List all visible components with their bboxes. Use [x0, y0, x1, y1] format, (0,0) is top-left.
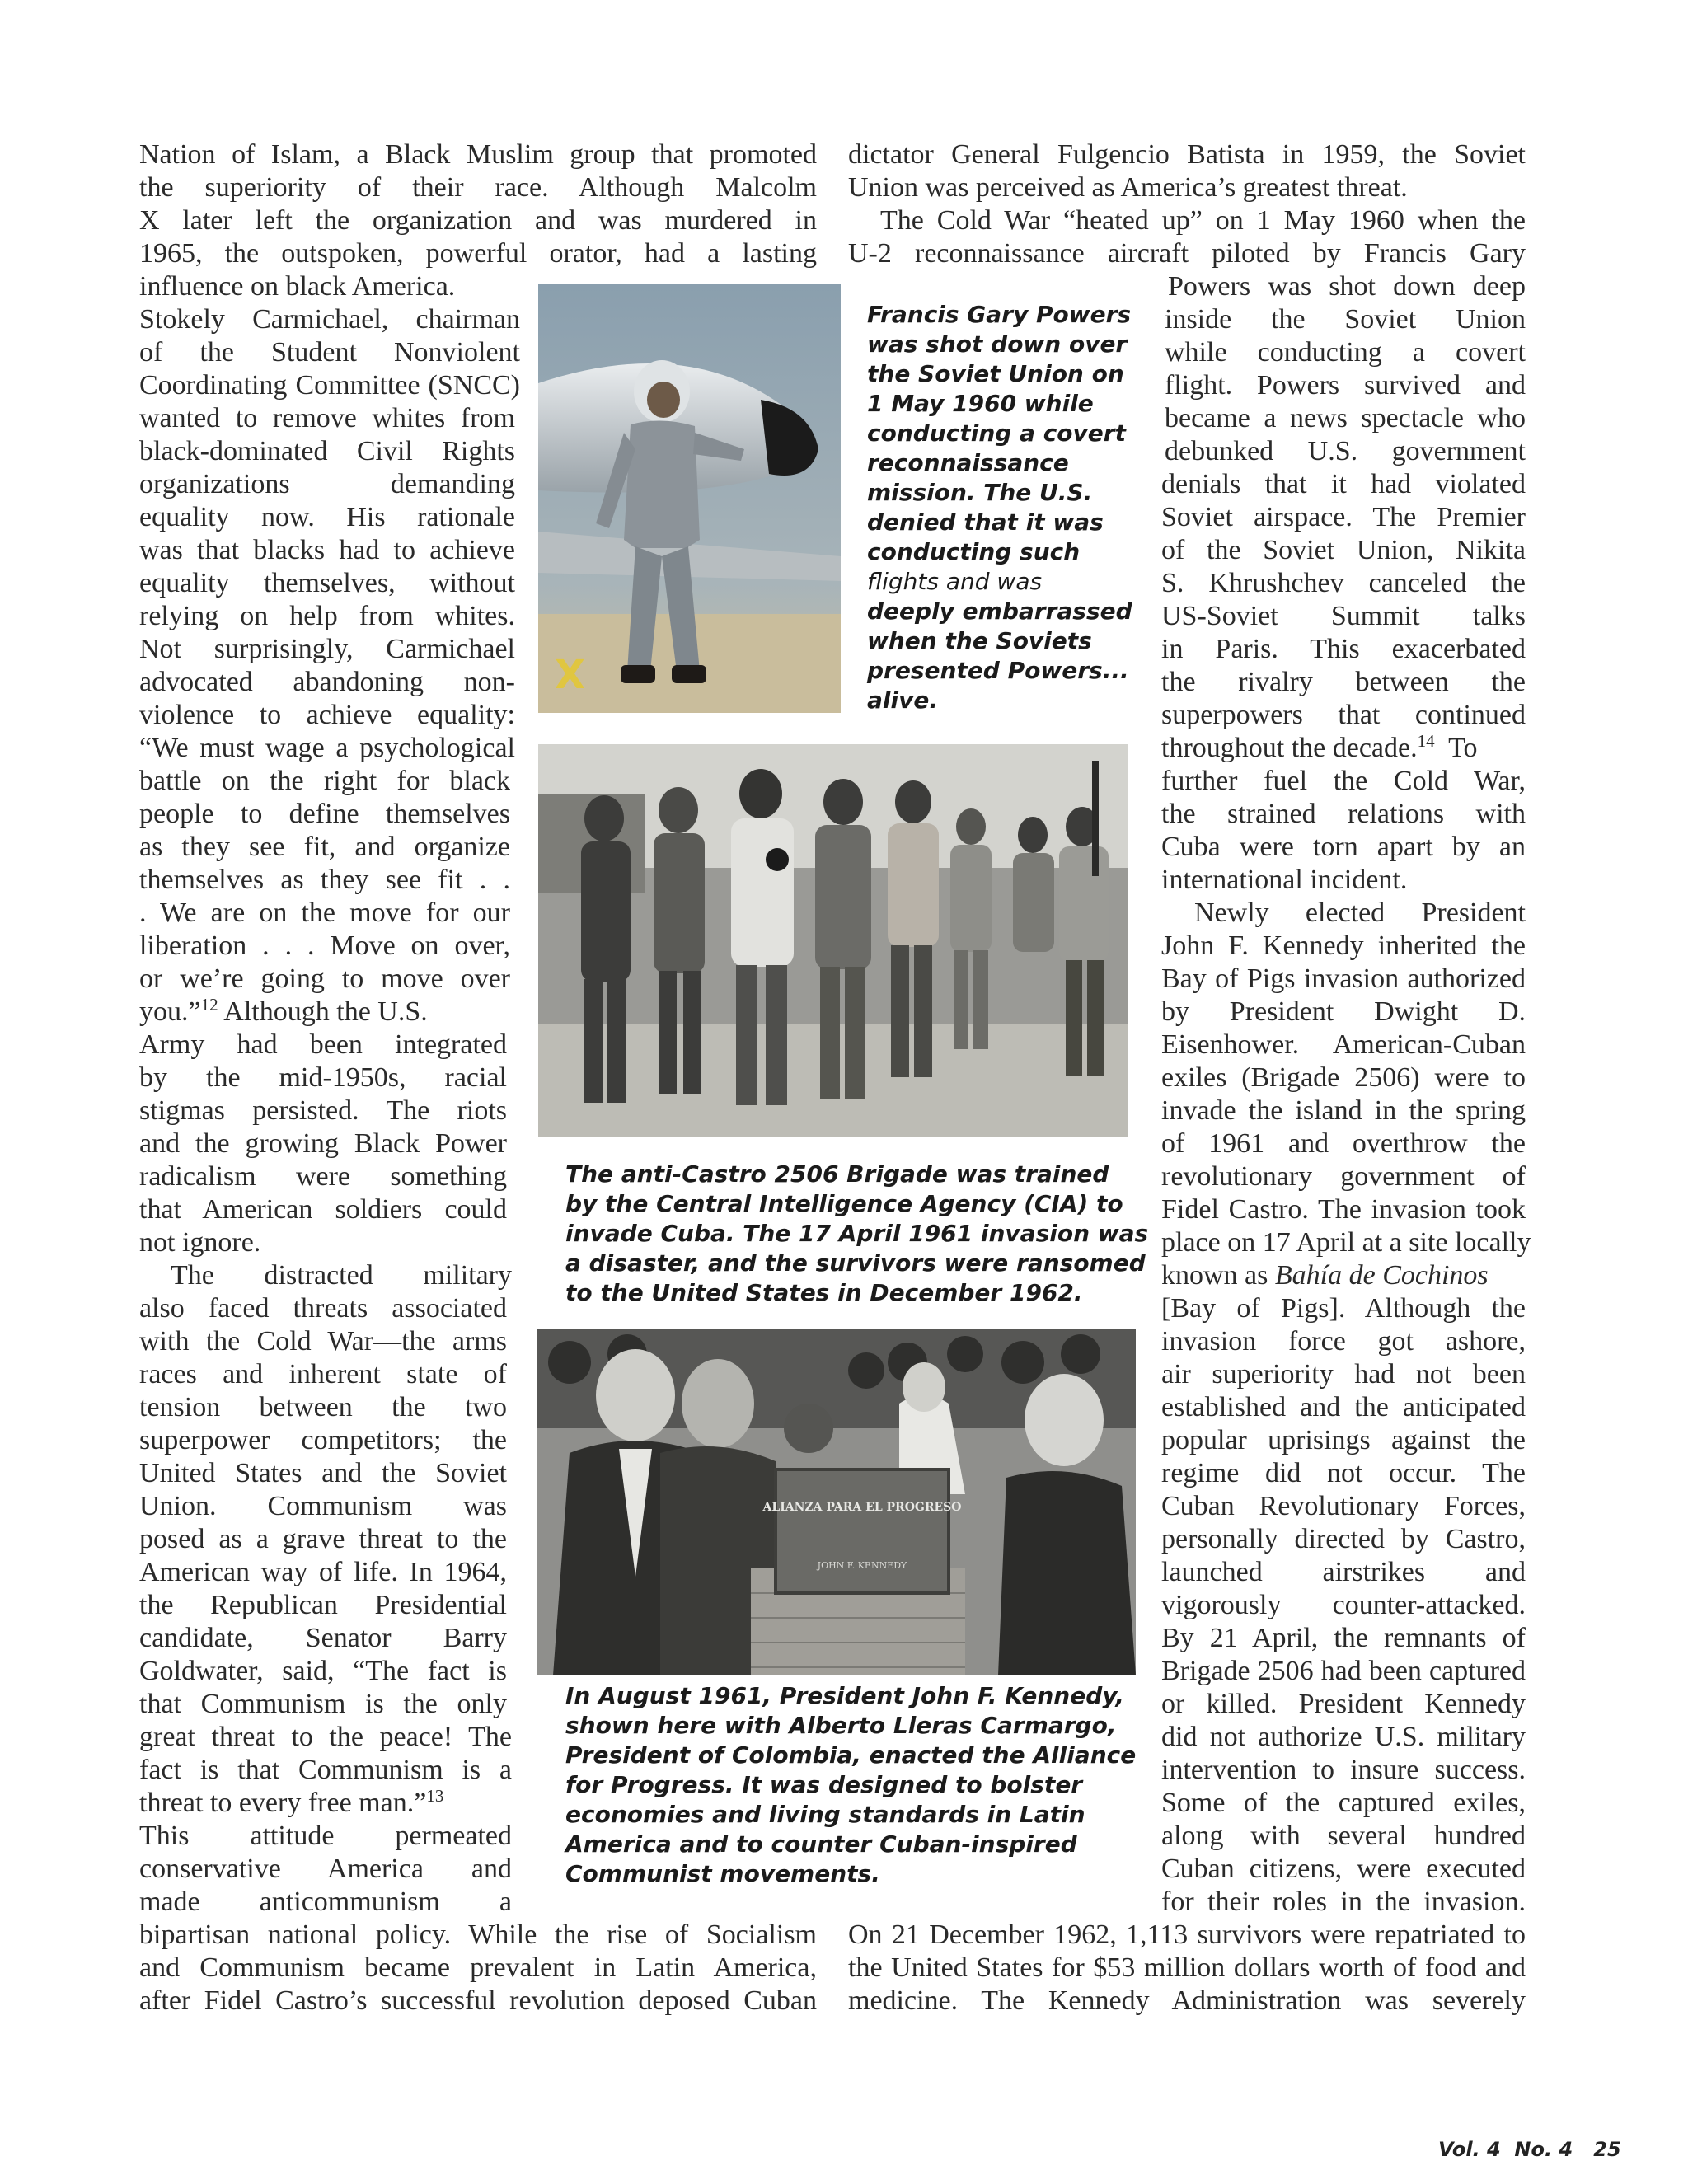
body-line: the Republican Presidential [139, 1590, 507, 1620]
caption-text: flights and was [867, 568, 1043, 595]
caption-line: America and to counter Cuban-inspired [565, 1830, 1077, 1858]
body-line: revolutionary government of [1161, 1161, 1526, 1192]
caption-line: Francis Gary Powers [867, 301, 1132, 328]
body-line: flight. Powers survived and [1165, 370, 1526, 401]
body-line: was that blacks had to achieve [139, 535, 515, 565]
body-line: . We are on the move for our [139, 898, 510, 928]
body-line: and the growing Black Power [139, 1128, 507, 1159]
body-line: Fidel Castro. The invasion took [1161, 1194, 1526, 1225]
body-line: that American soldiers could [139, 1194, 507, 1225]
body-line: while conducting a covert [1165, 337, 1526, 368]
body-line: relying on help from whites. [139, 601, 515, 631]
body-line: the superiority of their race. Although Malcolm [139, 172, 817, 203]
caption-line: President of Colombia, enacted the Alliance [565, 1741, 1137, 1769]
body-line: [Bay of Pigs]. Although the [1161, 1293, 1526, 1324]
plaque-text: ALIANZA PARA EL PROGRESO [762, 1501, 962, 1514]
kennedy-plaque-image [537, 1329, 1136, 1675]
body-line: equality now. His rationale [139, 502, 515, 532]
photo-kennedy-alliance [537, 1329, 1136, 1675]
caption-line: alive. [867, 687, 938, 714]
body-line: launched airstrikes and [1161, 1557, 1526, 1587]
body-line: Stokely Carmichael, chairman [139, 304, 520, 335]
body-line: The distracted military [171, 1260, 512, 1291]
body-line: Not surprisingly, Carmichael [139, 634, 515, 664]
body-line: black-dominated Civil Rights [139, 436, 515, 466]
body-line: popular uprisings against the [1161, 1425, 1526, 1455]
body-line: Some of the captured exiles, [1161, 1788, 1526, 1818]
caption-line: presented Powers... [867, 657, 1129, 684]
body-line: people to define themselves [139, 799, 510, 829]
body-line: Brigade 2506 had been captured [1161, 1656, 1526, 1686]
body-line: conservative America and [139, 1854, 512, 1884]
caption-line: In August 1961, President John F. Kennedy, [565, 1682, 1124, 1709]
body-line: This attitude permeated [139, 1821, 512, 1851]
body-line: medicine. The Kennedy Administration was severely [848, 1985, 1526, 2016]
body-line: debunked U.S. government [1165, 436, 1526, 466]
body-line: along with several hundred [1161, 1821, 1526, 1851]
body-line [139, 996, 510, 1029]
caption-line: a disaster, and the survivors were ransomed [565, 1249, 1146, 1277]
plaque-subtext: JOHN F. KENNEDY [817, 1560, 907, 1571]
body-line: American way of life. In 1964, [139, 1557, 507, 1587]
body-line: battle on the right for black [139, 766, 510, 796]
body-line: regime did not occur. The [1161, 1458, 1526, 1488]
body-line: organizations demanding [139, 469, 515, 499]
body-line: races and inherent state of [139, 1359, 507, 1390]
place-name: Bahía de Cochinos [1274, 1260, 1489, 1291]
body-line: “We must wage a psychological [139, 733, 515, 763]
body-line: violence to achieve equality: [139, 700, 515, 730]
body-line: Newly elected President [1194, 898, 1526, 928]
body-line: posed as a grave threat to the [139, 1524, 507, 1554]
body-text: To [1434, 733, 1478, 763]
body-line: not ignore. [139, 1227, 261, 1258]
body-line: Cuba were torn apart by an [1161, 832, 1526, 862]
body-line: intervention to insure success. [1161, 1755, 1526, 1785]
brigade-prisoners-image [538, 744, 1128, 1137]
body-line: Bay of Pigs invasion authorized [1161, 963, 1526, 994]
caption-line: Communist movements. [565, 1860, 880, 1887]
body-line: also faced threats associated [139, 1293, 507, 1324]
body-line: 1965, the outspoken, powerful orator, had a lasting [139, 238, 817, 269]
caption-line: invade Cuba. The 17 April 1961 invasion was [565, 1220, 1149, 1247]
body-line: by President Dwight D. [1161, 996, 1526, 1027]
body-line: personally directed by Castro, [1161, 1524, 1526, 1554]
body-line: for their roles in the invasion. [1161, 1886, 1526, 1917]
body-text: Although the U.S. [218, 996, 428, 1027]
body-line: superpowers that continued [1161, 700, 1526, 730]
pilot-aircraft-image [538, 284, 841, 713]
photo-2506-brigade [538, 744, 1128, 1137]
body-line: Cuban citizens, were executed [1161, 1854, 1526, 1884]
body-line: John F. Kennedy inherited the [1161, 930, 1526, 961]
quote-end: you.” [139, 996, 201, 1027]
body-line: X later left the organization and was murdered in [139, 205, 817, 236]
aircraft-marking: X [555, 652, 586, 698]
body-line [1161, 1259, 1526, 1292]
body-line: U-2 reconnaissance aircraft piloted by Francis Gary [848, 238, 1526, 269]
body-line: advocated abandoning non- [139, 667, 515, 697]
body-line: The Cold War “heated up” on 1 May 1960 when the [880, 205, 1526, 236]
body-line [139, 1787, 512, 1820]
body-line: as they see fit, and organize [139, 832, 510, 862]
body-line: Powers was shot down deep [1168, 271, 1526, 302]
caption-line: the Soviet Union on [867, 360, 1124, 387]
body-line: exiles (Brigade 2506) were to [1161, 1062, 1526, 1093]
body-line: US-Soviet Summit talks [1161, 601, 1526, 631]
body-line: Eisenhower. American-Cuban [1161, 1029, 1526, 1060]
body-line: of the Soviet Union, Nikita [1161, 535, 1526, 565]
body-line: international incident. [1161, 865, 1408, 895]
body-line: dictator General Fulgencio Batista in 1959, the Soviet [848, 139, 1526, 170]
footnote-ref-14: 14 [1417, 731, 1435, 752]
body-line: S. Khrushchev canceled the [1161, 568, 1526, 598]
body-line: Union was perceived as America’s greatest threat. [848, 172, 1408, 203]
page-folio: Vol. 4 No. 4 25 [1438, 2138, 1621, 2161]
body-line: the strained relations with [1161, 799, 1526, 829]
caption-line: mission. The U.S. [867, 479, 1093, 506]
body-line [1161, 732, 1526, 765]
body-line: superpower competitors; the [139, 1425, 507, 1455]
caption-line: deeply embarrassed [867, 598, 1132, 625]
body-line: further fuel the Cold War, [1161, 766, 1526, 796]
body-line: or we’re going to move over [139, 963, 510, 994]
body-line: that Communism is the only [139, 1689, 507, 1719]
body-line: by the mid-1950s, racial [139, 1062, 507, 1093]
body-line: great threat to the peace! The [139, 1722, 512, 1752]
caption-line: conducting a covert [867, 419, 1126, 447]
body-line: established and the anticipated [1161, 1392, 1526, 1422]
caption-line: shown here with Alberto Lleras Carmargo, [565, 1712, 1117, 1739]
caption-line: denied that it was [867, 509, 1104, 536]
body-line: and Communism became prevalent in Latin America, [139, 1952, 817, 1983]
body-line: bipartisan national policy. While the rise of Socialism [139, 1919, 817, 1950]
body-line: the rivalry between the [1161, 667, 1526, 697]
body-line: fact is that Communism is a [139, 1755, 512, 1785]
caption-line: economies and living standards in Latin [565, 1801, 1085, 1828]
body-line: inside the Soviet Union [1165, 304, 1526, 335]
body-line: made anticommunism a [139, 1886, 512, 1917]
body-line: with the Cold War—the arms [139, 1326, 507, 1357]
body-line: air superiority had not been [1161, 1359, 1526, 1390]
caption-line: when the Soviets [867, 627, 1092, 654]
body-line: tension between the two [139, 1392, 507, 1422]
body-line: radicalism were something [139, 1161, 507, 1192]
body-text: throughout the decade. [1161, 733, 1418, 763]
body-line: did not authorize U.S. military [1161, 1722, 1526, 1752]
body-line: invade the island in the spring [1161, 1095, 1526, 1126]
footnote-ref-13: 13 [426, 1786, 444, 1807]
body-line: On 21 December 1962, 1,113 survivors were repatriated to [848, 1919, 1526, 1950]
body-line: liberation . . . Move on over, [139, 930, 510, 961]
body-line: or killed. President Kennedy [1161, 1689, 1526, 1719]
body-line: the United States for $53 million dollars worth of food and [848, 1952, 1526, 1983]
body-line: candidate, Senator Barry [139, 1623, 507, 1653]
caption-line: to the United States in December 1962. [565, 1279, 1083, 1306]
body-line: of the Student Nonviolent [139, 337, 520, 368]
body-text: known as [1161, 1260, 1275, 1291]
body-line: Nation of Islam, a Black Muslim group that promoted [139, 139, 817, 170]
body-line: Soviet airspace. The Premier [1161, 502, 1526, 532]
photo-francis-gary-powers [538, 284, 841, 713]
body-line: became a news spectacle who [1165, 403, 1526, 434]
body-line: of 1961 and overthrow the [1161, 1128, 1526, 1159]
caption-line: conducting such [867, 538, 1081, 565]
caption-line: by the Central Intelligence Agency (CIA) to [565, 1190, 1123, 1217]
body-line: invasion force got ashore, [1161, 1326, 1526, 1357]
body-line: denials that it had violated [1161, 469, 1526, 499]
body-line: place on 17 April at a site locally [1161, 1227, 1531, 1258]
body-line: in Paris. This exacerbated [1161, 634, 1526, 664]
body-text: threat to every free man.” [139, 1788, 427, 1818]
body-line: Army had been integrated [139, 1029, 507, 1060]
body-line: Coordinating Committee (SNCC) [139, 370, 520, 401]
body-line: Goldwater, said, “The fact is [139, 1656, 507, 1686]
body-line: United States and the Soviet [139, 1458, 507, 1488]
body-line: after Fidel Castro’s successful revolution deposed Cuban [139, 1985, 817, 2016]
caption-line: The anti-Castro 2506 Brigade was trained [565, 1160, 1109, 1188]
body-line: themselves as they see fit . . [139, 865, 510, 895]
caption-line: was shot down over [867, 330, 1128, 358]
body-line: Cuban Revolutionary Forces, [1161, 1491, 1526, 1521]
caption-line: 1 May 1960 while [867, 390, 1094, 417]
caption-line: reconnaissance [867, 449, 1069, 476]
caption-line: for Progress. It was designed to bolster [565, 1771, 1083, 1798]
body-line: equality themselves, without [139, 568, 515, 598]
footnote-ref-12: 12 [200, 995, 218, 1015]
body-line: wanted to remove whites from [139, 403, 515, 434]
body-line: influence on black America. [139, 271, 456, 302]
body-line: Union. Communism was [139, 1491, 507, 1521]
body-line: vigorously counter-attacked. [1161, 1590, 1526, 1620]
body-line: stigmas persisted. The riots [139, 1095, 507, 1126]
caption-line [867, 567, 1042, 597]
body-line: By 21 April, the remnants of [1161, 1623, 1526, 1653]
